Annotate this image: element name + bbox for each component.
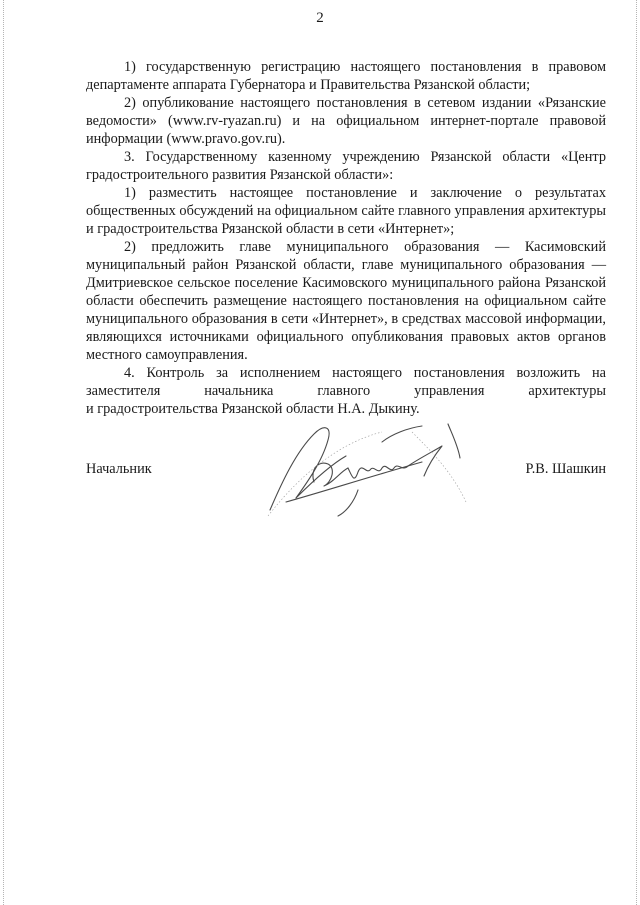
signatory-name: Р.В. Шашкин xyxy=(525,461,606,477)
page-edge-right xyxy=(636,0,637,905)
paragraph-state-registration: 1) государственную регистрацию настоящего постановления в правовом департаменте аппарата Губернатора и Правительства Рязанской области; xyxy=(86,59,606,93)
paragraph-publication: 2) опубликование настоящего постановления в сетевом издании «Рязанские ведомости» (www.rv-ryazan.ru) и на официальном интернет-портале правовой информации (www.pravo.gov.ru). xyxy=(86,95,606,147)
paragraph-website-posting: 1) разместить настоящее постановление и заключение о результатах общественных обсуждений на официальном сайте главного управления архитектуры и градостроительства Рязанской области в сети «Интернет»; xyxy=(86,185,606,237)
paragraph-control: 4. Контроль за исполнением настоящего постановления возложить на заместителя начальника главного управления архитектуры xyxy=(86,365,606,399)
page-edge-left xyxy=(3,0,4,905)
paragraph-municipal-heads: 2) предложить главе муниципального образования — Касимовский муниципальный район Рязанской области, главе муниципального образования — Дмитриевское сельское поселение Касимовского муниципального района Рязанской области обеспечить размещение настоящего постановления на официальном сайте муниципального образования в сети «Интернет», в средствах массовой информации, являющихся источниками официального опубликования правовых актов органов местного самоуправления. xyxy=(86,239,606,363)
paragraph-control-continuation: и градостроительства Рязанской области Н.А. Дыкину. xyxy=(86,401,420,417)
paragraph-center-instruction: 3. Государственному казенному учреждению Рязанской области «Центр градостроительного развития Рязанской области»: xyxy=(86,149,606,183)
page-number: 2 xyxy=(316,10,324,26)
handwritten-signature xyxy=(262,412,482,522)
signatory-title: Начальник xyxy=(86,461,152,477)
document-body xyxy=(86,58,606,418)
